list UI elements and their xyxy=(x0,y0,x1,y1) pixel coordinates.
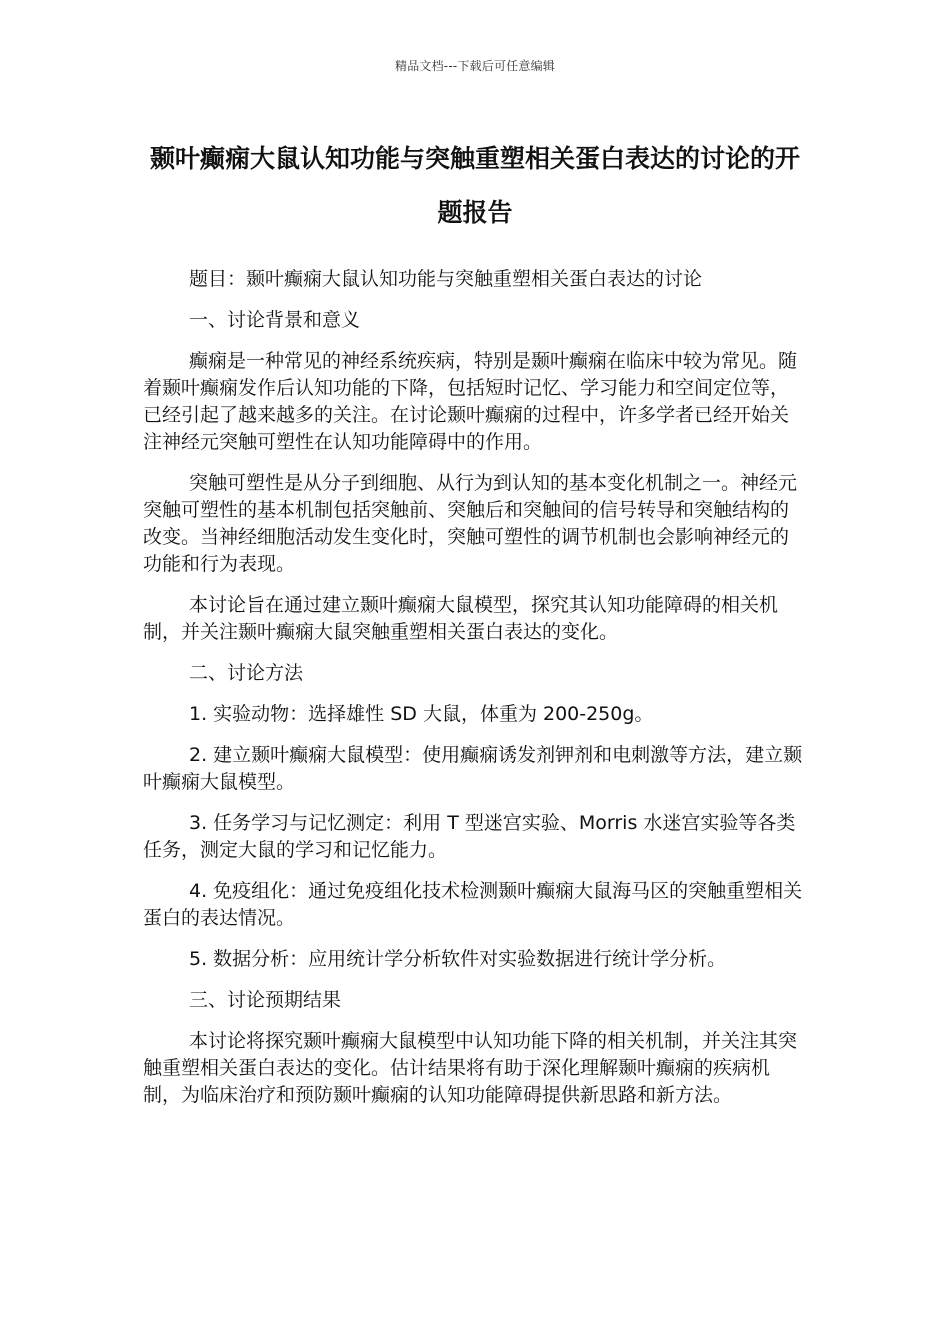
method-item-1: 1. 实验动物：选择雄性 SD 大鼠，体重为 200-250g。 xyxy=(189,703,654,725)
paragraph-background-2: 突触可塑性是从分子到细胞、从行为到认知的基本变化机制之一。神经元突触可塑性的基本机制包括突触前、突触后和突触间的信号转导和突触结构的改变。当神经细胞活动发生变化时，突触可塑性的调节机制也会影响神经元的功能和行为表现。 xyxy=(143,472,798,575)
paragraph-background-3: 本讨论旨在通过建立颞叶癫痫大鼠模型，探究其认知功能障碍的相关机制，并关注颞叶癫痫大鼠突触重塑相关蛋白表达的变化。 xyxy=(143,594,779,643)
method-item-2: 2. 建立颞叶癫痫大鼠模型：使用癫痫诱发剂钾剂和电刺激等方法，建立颞叶癫痫大鼠模型。 xyxy=(143,744,803,793)
section-heading-methods: 二、讨论方法 xyxy=(189,662,304,684)
topic-line: 题目：颞叶癫痫大鼠认知功能与突触重塑相关蛋白表达的讨论 xyxy=(189,268,703,290)
paragraph-background-1: 癫痫是一种常见的神经系统疾病，特别是颞叶癫痫在临床中较为常见。随着颞叶癫痫发作后认知功能的下降，包括短时记忆、学习能力和空间定位等，已经引起了越来越多的关注。在讨论颞叶癫痫的过程中，许多学者已经开始关注神经元突触可塑性在认知功能障碍中的作用。 xyxy=(143,350,798,453)
document-body xyxy=(143,266,805,1109)
paragraph-results: 本讨论将探究颞叶癫痫大鼠模型中认知功能下降的相关机制，并关注其突触重塑相关蛋白表达的变化。估计结果将有助于深化理解颞叶癫痫的疾病机制，为临床治疗和预防颞叶癫痫的认知功能障碍提供新思路和新方法。 xyxy=(143,1030,798,1106)
section-heading-results: 三、讨论预期结果 xyxy=(189,989,342,1011)
header-note: 精品文档---下载后可任意编辑 xyxy=(395,59,555,73)
method-item-5: 5. 数据分析：应用统计学分析软件对实验数据进行统计学分析。 xyxy=(189,948,727,970)
section-heading-background: 一、讨论背景和意义 xyxy=(189,309,361,331)
method-item-4: 4. 免疫组化：通过免疫组化技术检测颞叶癫痫大鼠海马区的突触重塑相关蛋白的表达情况。 xyxy=(143,880,803,929)
document-title: 颞叶癫痫大鼠认知功能与突触重塑相关蛋白表达的讨论的开题报告 xyxy=(149,144,800,227)
method-item-3: 3. 任务学习与记忆测定：利用 T 型迷宫实验、Morris 水迷宫实验等各类任务，测定大鼠的学习和记忆能力。 xyxy=(143,812,796,861)
